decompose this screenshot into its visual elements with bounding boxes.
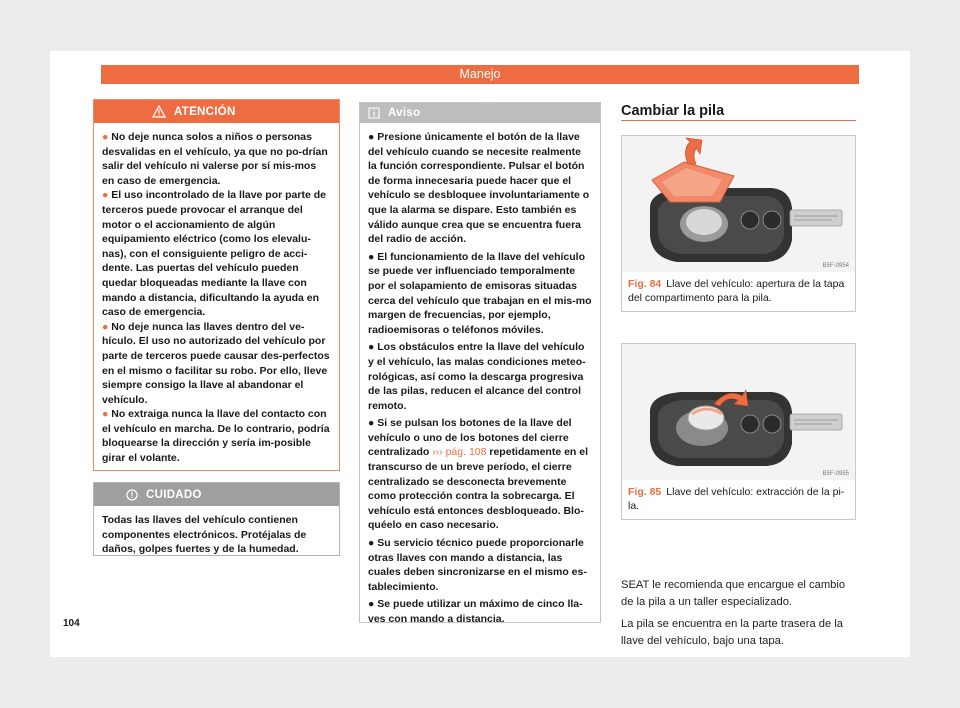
note-box [359, 102, 601, 623]
warning-header [94, 100, 339, 123]
bullet-icon: ● [368, 250, 378, 263]
figure-ref-code: B5F-0954 [822, 263, 849, 269]
note-item: ● Los obstáculos entre la llave del vehículo y el vehículo, las malas condiciones meteo-rológicas, así como la descarga progresiva de las pilas, reducen el alcance del control remoto. [368, 341, 586, 412]
figure-caption: Fig. 84 Llave del vehículo: apertura de la tapa del compartimento para la pila. [628, 278, 845, 304]
warning-title: ATENCIÓN [174, 105, 236, 118]
paragraph: La pila se encuentra en la parte trasera de la llave del vehículo, bajo una tapa. [621, 618, 844, 647]
bullet-icon: ● [368, 598, 378, 611]
warning-item: ● No deje nunca solos a niños o personas desvalidas en el vehículo, ya que no po-drían salir del vehículo ni valerse por sí mis-mos en caso de emergencia. [102, 131, 328, 187]
bullet-icon: ● [368, 417, 378, 430]
section-title: Cambiar la pila [621, 99, 856, 121]
care-title: CUIDADO [146, 488, 202, 501]
bullet-icon: ● [368, 537, 378, 550]
figure-number: Fig. 84 [628, 278, 662, 290]
figure-caption: Fig. 85 Llave del vehículo: extracción de la pi-la. [628, 486, 845, 512]
paragraph: SEAT le recomienda que encargue el cambio de la pila a un taller especializado. [621, 579, 846, 608]
care-box [93, 482, 340, 556]
info-square-icon [368, 107, 380, 119]
note-item: ● Su servicio técnico puede proporcionarle otras llaves con mando a distancia, las cuales deben sincronizarse en el mismo es-tablecimiento. [368, 537, 587, 593]
note-item: ● El funcionamiento de la llave del vehículo se puede ver influenciado temporalmente por el solapamiento de emisoras situadas cerca del vehículo que trabajan en el mis-mo margen de frecuencias, por ejemplo, radioemisoras o teléfonos móviles. [368, 250, 592, 336]
bullet-icon: ● [368, 131, 378, 143]
warning-box [93, 99, 340, 471]
warning-body [94, 123, 339, 466]
bullet-icon: ● [368, 341, 378, 354]
note-item: ● Si se pulsan los botones de la llave del vehículo o uno de los botones del cierre centralizado ››› pág. 108 repetidamente en el transcurso de un breve período, el cierre centralizado se desconecta brevemente como protección contra la sobrecarga. El vehículo está entonces desbloqueado. Blo-quéelo en caso necesario. [368, 417, 589, 532]
figure-85 [621, 343, 856, 520]
note-body [360, 123, 600, 627]
info-circle-icon [126, 489, 138, 501]
note-item: ● Presione únicamente el botón de la llave del vehículo cuando se necesite realmente la función correspondiente. Pulsar el botón de forma innecesaria puede hacer que el vehículo se desbloquee involuntariamente o que la alarma se dispare. Esto también es válido aunque crea que se encuentra fuera del radio de acción. [368, 131, 590, 246]
bullet-icon: ● [102, 189, 112, 202]
care-body: Todas las llaves del vehículo contienen componentes electrónicos. Protéjalas de daños, golpes fuertes y de la humedad. [102, 514, 307, 556]
note-header [360, 103, 600, 123]
note-item: ● Se puede utilizar un máximo de cinco lla-ves con mando a distancia. [368, 598, 583, 625]
chapter-header: Manejo [101, 65, 859, 84]
care-header [94, 483, 339, 506]
warning-item: ● No deje nunca las llaves dentro del ve-hículo. El uso no autorizado del vehículo por parte de terceros puede causar des-perfectos en el mismo o facilitar su robo. Por ello, lleve siempre consigo la llave al abandonar el vehículo. [102, 320, 330, 406]
page-number: 104 [63, 618, 80, 629]
bullet-icon: ● [102, 320, 112, 333]
key-battery-cover-image [622, 136, 855, 272]
right-column [621, 99, 856, 647]
note-title: Aviso [388, 107, 421, 119]
manual-page [50, 51, 910, 657]
warning-item: ● El uso incontrolado de la llave por parte de terceros puede provocar el arranque del motor o el accionamiento de algún equipamiento eléctrico (como los elevalu-nas), con el consiguiente peligro de acci-dente. Las puertas del vehículo pueden quedar bloqueadas mediante la llave con mando a distancia, dificultando la ayuda en caso de emergencia. [102, 189, 326, 319]
warning-triangle-icon [152, 105, 166, 118]
figure-number: Fig. 85 [628, 486, 662, 498]
warning-item: ● No extraiga nunca la llave del contacto con el vehículo en marcha. De lo contrario, podría bloquearse la dirección y sería im-posible girar el volante. [102, 408, 330, 465]
figure-ref-code: B5F-0955 [822, 471, 849, 477]
figure-84 [621, 135, 856, 312]
section-text [621, 577, 856, 649]
bullet-icon: ● [102, 408, 112, 421]
page-reference-link[interactable]: ››› pág. 108 [432, 446, 487, 459]
key-battery-removal-image [622, 344, 855, 480]
bullet-icon: ● [102, 131, 112, 143]
